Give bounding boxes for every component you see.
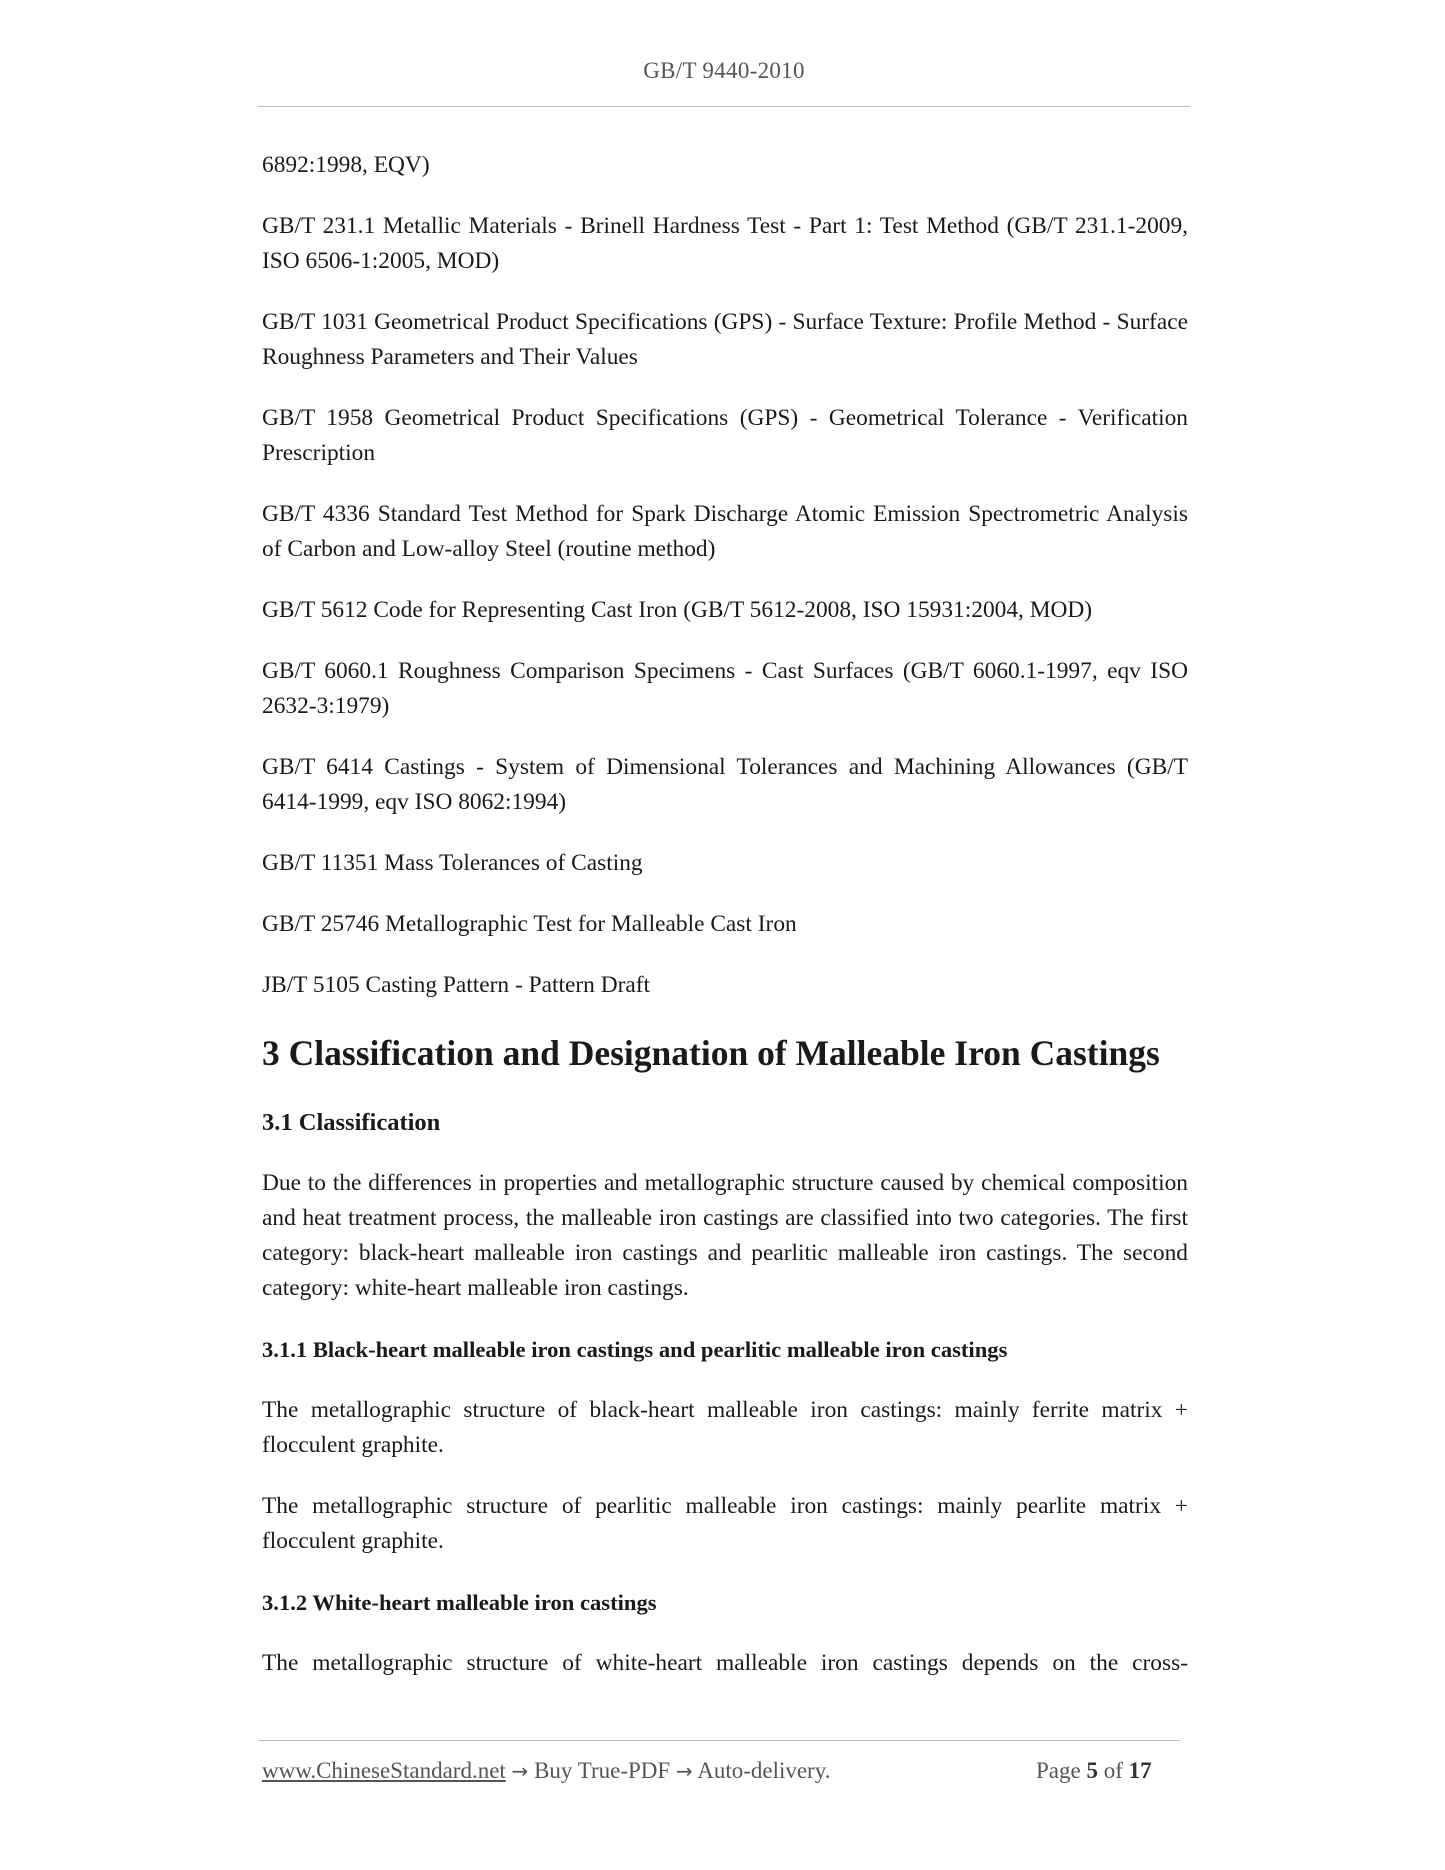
auto-delivery-text: Auto-delivery. [697, 1758, 831, 1783]
of-label: of [1103, 1758, 1123, 1783]
section-3-1-1-heading: 3.1.1 Black-heart malleable iron castings and pearlitic malleable iron castings [262, 1337, 1008, 1362]
section-3-1-heading: 3.1 Classification [262, 1109, 441, 1136]
document-body [262, 148, 1188, 1707]
reference-item: GB/T 11351 Mass Tolerances of Casting [262, 850, 643, 876]
footer-divider [258, 1740, 1180, 1741]
reference-item: JB/T 5105 Casting Pattern - Pattern Draft [262, 972, 651, 998]
reference-item: GB/T 6414 Castings - System of Dimensional Tolerances and Machining Allowances (GB/T 6414-1999, eqv ISO 8062:1994) [262, 754, 1188, 815]
reference-item: GB/T 5612 Code for Representing Cast Iron (GB/T 5612-2008, ISO 15931:2004, MOD) [262, 597, 1093, 623]
section-3-1-2-text: The metallographic structure of white-heart malleable iron castings depends on the cross- [262, 1650, 1188, 1676]
buy-true-pdf-text: Buy True-PDF [534, 1758, 671, 1783]
reference-item: GB/T 4336 Standard Test Method for Spark Discharge Atomic Emission Spectrometric Analysis of Carbon and Low-alloy Steel (routine method) [262, 501, 1188, 562]
arrow-right-icon: → [675, 1759, 693, 1783]
arrow-right-icon: → [511, 1759, 529, 1783]
total-page-count: 17 [1128, 1758, 1152, 1783]
reference-item: GB/T 25746 Metallographic Test for Malleable Cast Iron [262, 911, 797, 937]
reference-item: GB/T 6060.1 Roughness Comparison Specimens - Cast Surfaces (GB/T 6060.1-1997, eqv ISO 2632-3:1979) [262, 658, 1188, 719]
header-divider [258, 106, 1190, 107]
reference-item: GB/T 1958 Geometrical Product Specifications (GPS) - Geometrical Tolerance - Verification Prescription [262, 405, 1188, 466]
reference-item: GB/T 1031 Geometrical Product Specifications (GPS) - Surface Texture: Profile Method - Surface Roughness Parameters and Their Values [262, 309, 1188, 370]
footer-promo [262, 1758, 830, 1784]
section-3-heading: 3 Classification and Designation of Malleable Iron Castings [262, 1033, 1160, 1073]
document-header-title: GB/T 9440-2010 [643, 58, 805, 83]
reference-item: GB/T 231.1 Metallic Materials - Brinell Hardness Test - Part 1: Test Method (GB/T 231.1-2009, ISO 6506-1:2005, MOD) [262, 213, 1188, 274]
section-3-1-1-text-black-heart: The metallographic structure of black-heart malleable iron castings: mainly ferrite matrix + flocculent graphite. [262, 1397, 1188, 1458]
page-label: Page [1036, 1758, 1081, 1783]
current-page-number: 5 [1086, 1758, 1098, 1783]
reference-item: 6892:1998, EQV) [262, 152, 430, 178]
chinesestandard-link[interactable]: www.ChineseStandard.net [262, 1758, 506, 1783]
section-3-1-1-text-pearlitic: The metallographic structure of pearlitic malleable iron castings: mainly pearlite matrix + flocculent graphite. [262, 1493, 1188, 1554]
section-3-1-2-heading: 3.1.2 White-heart malleable iron castings [262, 1590, 657, 1615]
section-3-1-text: Due to the differences in properties and metallographic structure caused by chemical composition and heat treatment process, the malleable iron castings are classified into two categories. The first category: black-heart malleable iron castings and pearlitic malleable iron castings. The second category: white-heart malleable iron castings. [262, 1170, 1188, 1301]
page-indicator [1036, 1758, 1152, 1784]
